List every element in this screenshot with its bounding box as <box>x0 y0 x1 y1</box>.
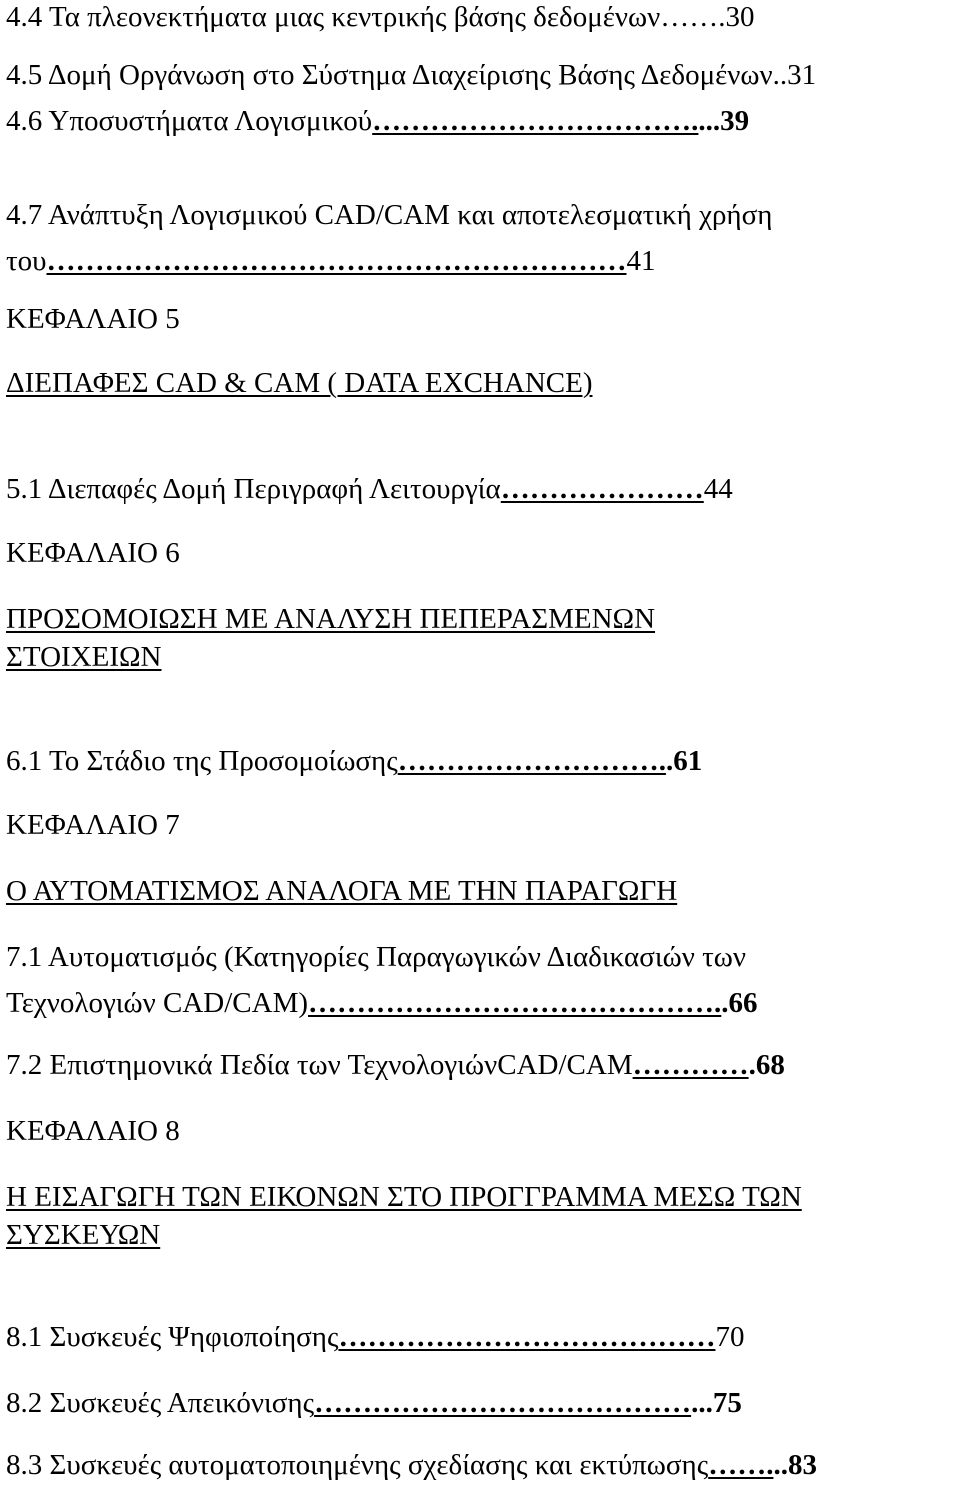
toc-page-number: .61 <box>665 745 703 777</box>
toc-leader-dots: ……………………………. <box>372 105 699 137</box>
toc-page-number: ...75 <box>691 1387 742 1419</box>
chapter-8-label: ΚΕΦΑΛΑΙΟ 8 <box>6 1115 180 1147</box>
toc-entry-text: 7.2 Επιστημονικά Πεδία των ΤεχνολογιώνCAD/CAM <box>6 1049 633 1081</box>
chapter-5-label: ΚΕΦΑΛΑΙΟ 5 <box>6 303 180 335</box>
toc-entry-8-2 <box>6 1386 742 1420</box>
toc-entry-8-3 <box>6 1448 817 1482</box>
toc-entry-7-1: 7.1 Αυτοματισμός (Κατηγορίες Παραγωγικών Διαδικασιών των <box>6 941 746 973</box>
toc-leader-dots: ………………………………… <box>338 1321 716 1353</box>
toc-leader-dots: ………………………………… <box>314 1387 692 1419</box>
toc-entry-5-1 <box>6 472 733 506</box>
chapter-8-title-line1: Η ΕΙΣΑΓΩΓΗ ΤΩΝ ΕΙΚΟΝΩΝ ΣΤΟ ΠΡΟΓΓΡΑΜΜΑ ΜΕΣΩ ΤΩΝ <box>6 1181 802 1213</box>
chapter-7-title: Ο ΑΥΤΟΜΑΤΙΣΜΟΣ ΑΝΑΛΟΓΑ ΜΕ ΤΗΝ ΠΑΡΑΓΩΓΗ <box>6 875 678 907</box>
toc-page-number: .68 <box>748 1049 785 1081</box>
toc-entry-7-2 <box>6 1048 785 1082</box>
toc-page-number: ..83 <box>773 1449 817 1481</box>
toc-page-number: ...39 <box>698 105 750 137</box>
toc-entry-text: 8.3 Συσκευές αυτοματοποιημένης σχεδίασης και εκτύπωσης <box>6 1449 709 1481</box>
toc-entry-text: 8.2 Συσκευές Απεικόνισης <box>6 1387 315 1419</box>
toc-page-number: 70 <box>715 1321 745 1353</box>
toc-entry-text: 5.1 Διεπαφές Δομή Περιγραφή Λειτουργία <box>6 473 501 505</box>
toc-entry-4-6 <box>6 104 749 138</box>
chapter-6-title-line1: ΠΡΟΣΟΜΟΙΩΣΗ ΜΕ ΑΝΑΛΥΣΗ ΠΕΠΕΡΑΣΜΕΝΩΝ <box>6 603 656 635</box>
chapter-6-label: ΚΕΦΑΛΑΙΟ 6 <box>6 537 180 569</box>
toc-entry-text: Τεχνολογιών CAD/CAM) <box>6 987 309 1019</box>
toc-entry-text: 6.1 Το Στάδιο της Προσομοίωσης <box>6 745 398 777</box>
toc-entry-4-5: 4.5 Δομή Οργάνωση στο Σύστημα Διαχείρισης Βάσης Δεδομένων..31 <box>6 59 817 91</box>
toc-entry-4-7: 4.7 Ανάπτυξη Λογισμικού CAD/CAM και αποτελεσματική χρήση <box>6 199 773 231</box>
toc-entry-4-7-cont <box>6 244 656 278</box>
toc-entry-text: 4.6 Υποσυστήματα Λογισμικού <box>6 105 373 137</box>
chapter-7-label: ΚΕΦΑΛΑΙΟ 7 <box>6 809 180 841</box>
toc-entry-7-1-cont <box>6 986 758 1020</box>
toc-leader-dots: ……………………………………. <box>308 987 722 1019</box>
toc-entry-8-1 <box>6 1320 744 1354</box>
toc-leader-dots: …………………………………………………… <box>46 245 627 277</box>
toc-page-number: 44 <box>703 473 733 505</box>
toc-entry-text: 8.1 Συσκευές Ψηφιοποίησης <box>6 1321 339 1353</box>
toc-page-number: 41 <box>626 245 656 277</box>
chapter-5-title: ΔΙΕΠΑΦΕΣ CAD & CAM ( DATA EXCHANCE) <box>6 367 593 399</box>
toc-leader-dots: ………… <box>632 1049 749 1081</box>
toc-leader-dots: ………………………. <box>397 745 666 777</box>
chapter-6-title-line2: ΣΤΟΙΧΕΙΩΝ <box>6 641 162 673</box>
chapter-8-title-line2: ΣΥΣΚΕΥΩΝ <box>6 1219 161 1251</box>
toc-entry-4-4: 4.4 Τα πλεονεκτήματα μιας κεντρικής βάσης δεδομένων…….30 <box>6 1 755 33</box>
toc-leader-dots: ………………… <box>500 473 704 505</box>
toc-entry-6-1 <box>6 744 702 778</box>
toc-entry-text: του <box>6 245 47 277</box>
toc-leader-dots: ……. <box>708 1449 774 1481</box>
toc-page-number: .66 <box>721 987 758 1019</box>
